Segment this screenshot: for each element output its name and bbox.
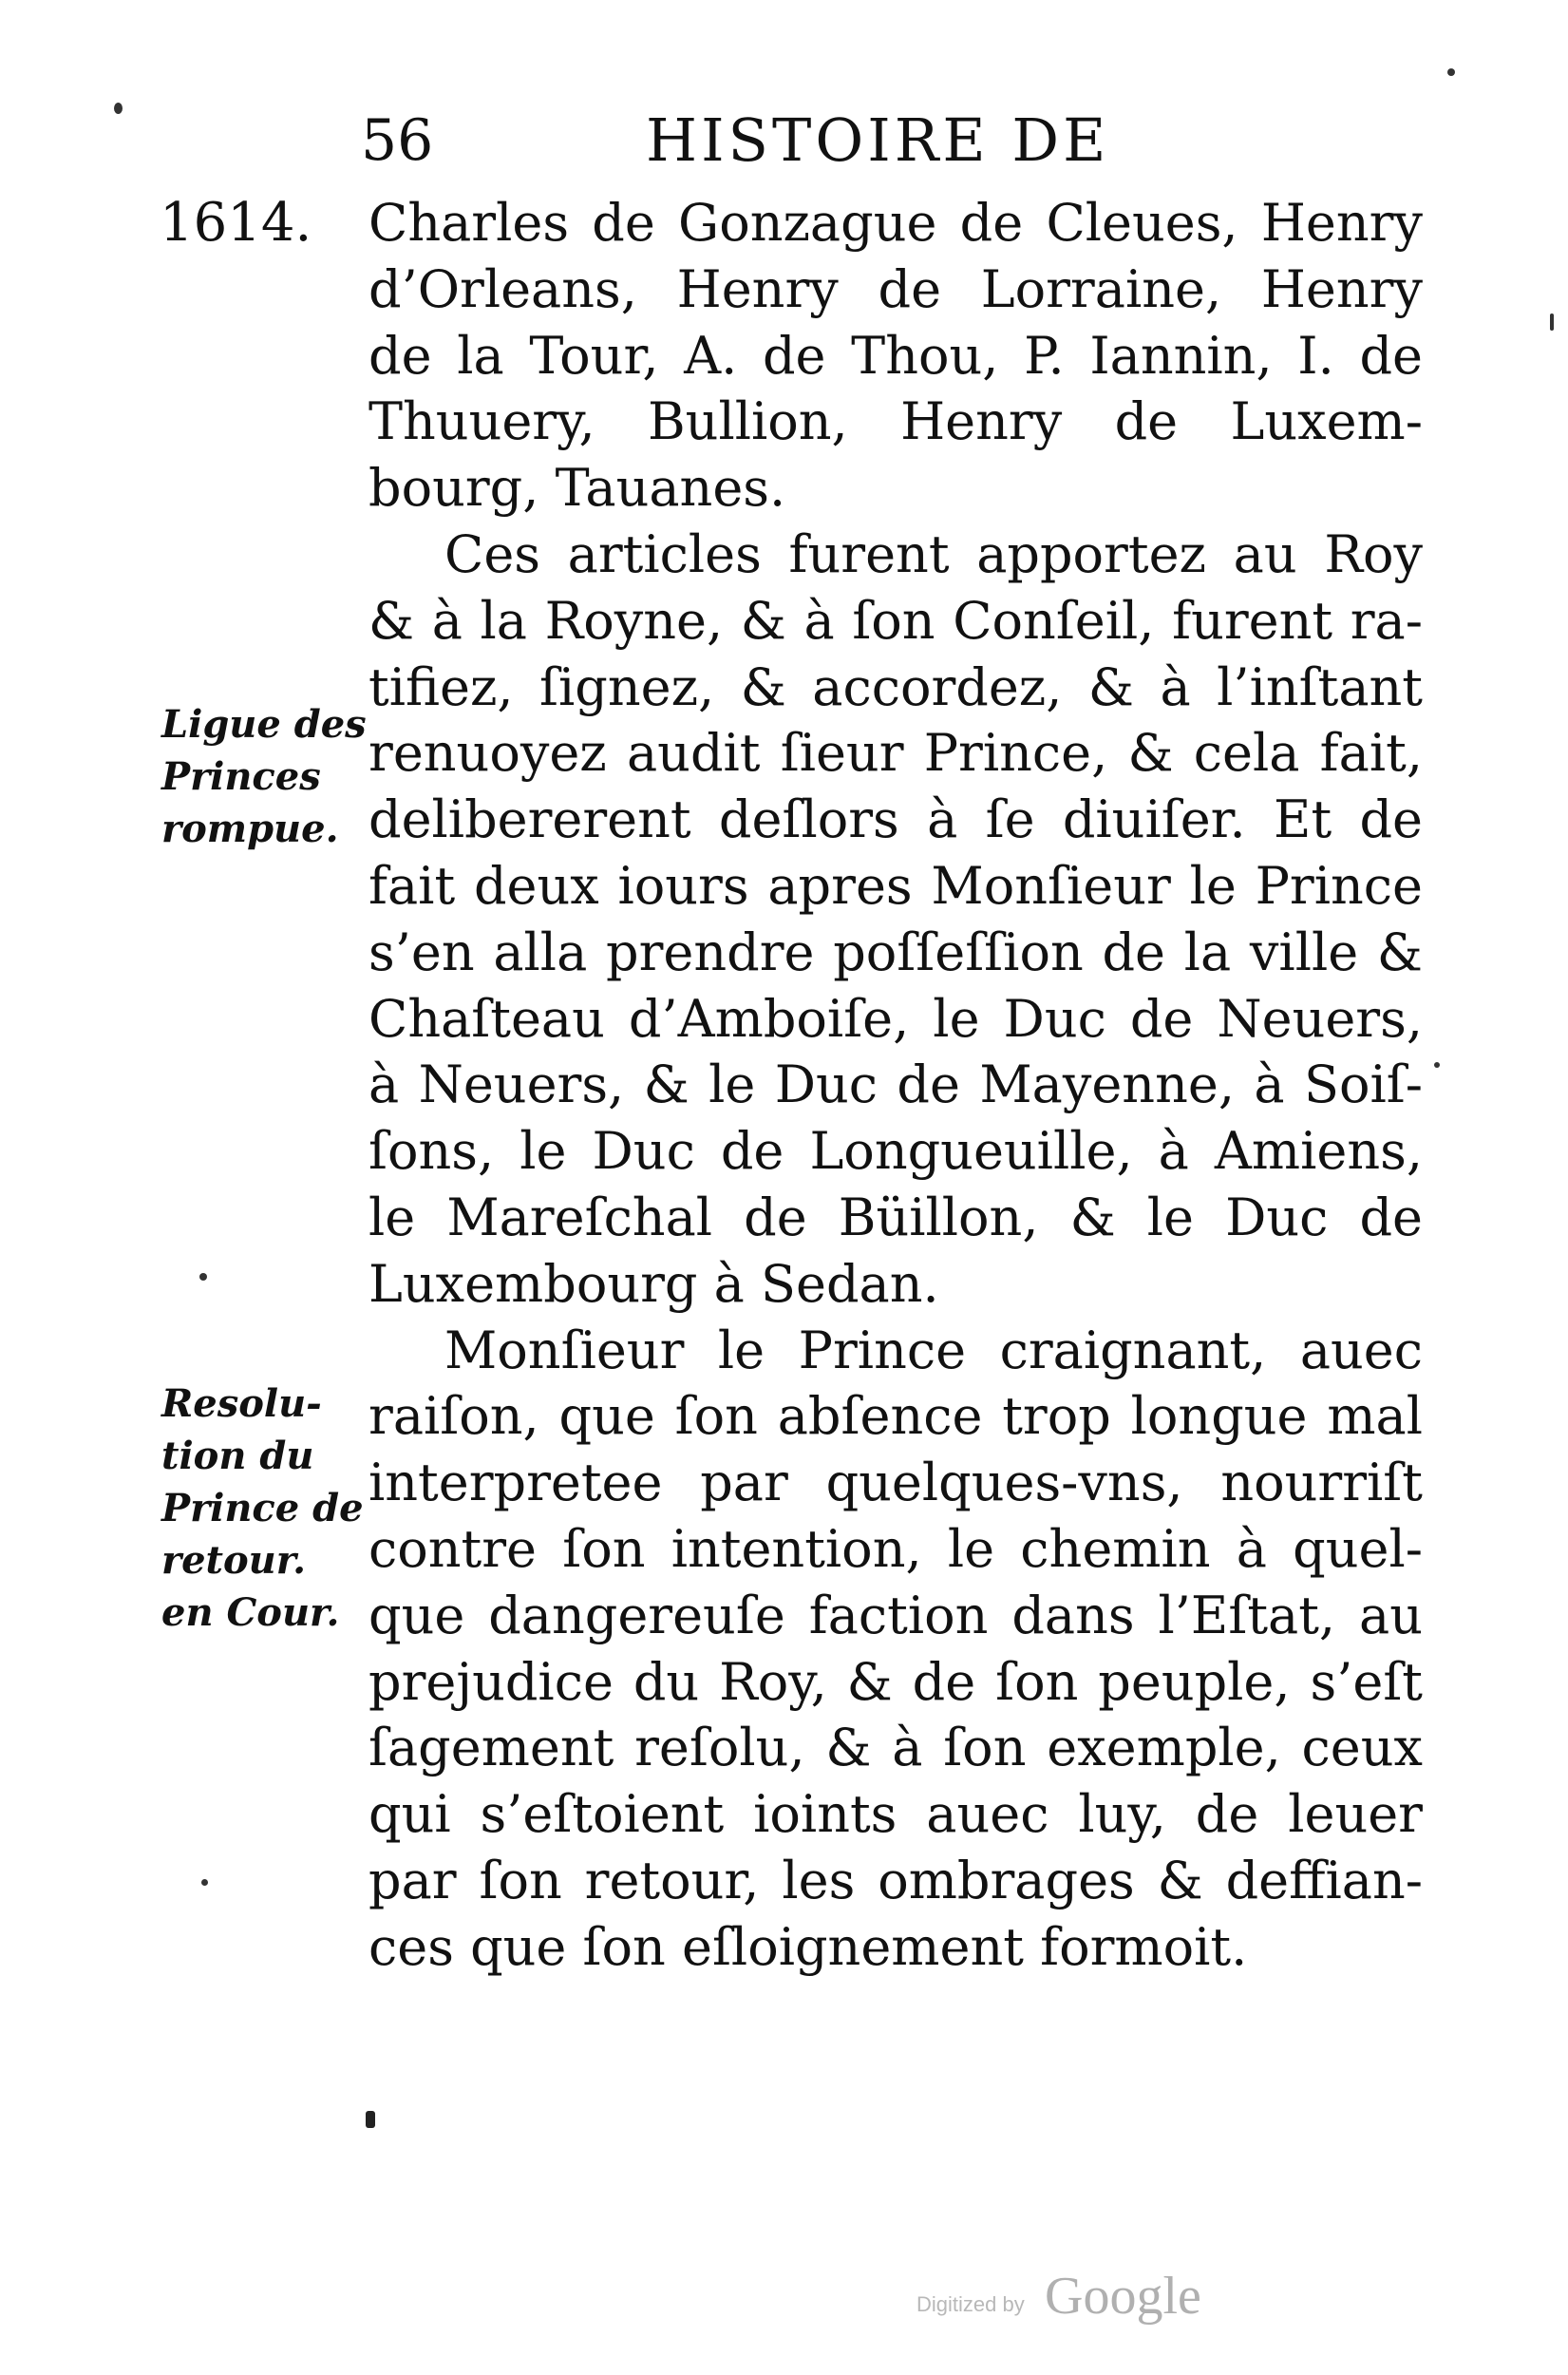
text-line: Thuuery, Bullion, Henry de Luxem-	[368, 391, 1423, 452]
digitized-by-text: Digitized by	[916, 2292, 1025, 2316]
margin-note-line: rompue.	[161, 807, 339, 851]
text-line: que dangereuſe faction dans l’Eſtat, au	[368, 1585, 1423, 1645]
text-line: d’Orleans, Henry de Lorraine, Henry	[368, 258, 1423, 319]
text-line: Ces articles furent apportez au Roy	[444, 523, 1423, 584]
ink-speck	[1447, 68, 1455, 76]
text-line: à Neuers, & le Duc de Mayenne, à Soiſ-	[368, 1054, 1423, 1115]
text-line: contre ſon intention, le chemin à quel-	[368, 1518, 1423, 1579]
text-line: delibererent deſlors à ſe diuiſer. Et de	[368, 789, 1423, 850]
page-header	[361, 103, 1273, 179]
text-line: s’en alla prendre poſſeſſion de la ville &	[368, 922, 1423, 982]
text-line: fait deux iours apres Monſieur le Prince	[368, 855, 1423, 916]
text-line: prejudice du Roy, & de ſon peuple, s’eſt	[368, 1651, 1423, 1712]
text-line: Luxembourg à Sedan.	[368, 1253, 939, 1314]
text-line: Chaſteau d’Amboiſe, le Duc de Neuers,	[368, 988, 1423, 1049]
margin-note-line: tion du	[161, 1434, 314, 1478]
text-line: raiſon, que ſon abſence trop longue mal	[368, 1386, 1423, 1447]
running-title: HISTOIRE DE	[646, 105, 1110, 175]
text-line: Charles de Gonzague de Cleues, Henry	[368, 193, 1423, 253]
margin-note-ligue	[161, 698, 370, 855]
digitized-watermark	[916, 2266, 1239, 2332]
margin-year: 1614.	[160, 192, 312, 254]
margin-note-line: retour.	[161, 1538, 307, 1583]
google-logo: Google	[1045, 2267, 1201, 2326]
ink-speck	[199, 1273, 207, 1281]
text-line: ces que ſon eſloignement formoit.	[368, 1916, 1248, 1977]
text-line: & à la Royne, & à ſon Conſeil, furent ra-	[368, 590, 1423, 651]
text-line: Monſieur le Prince craignant, auec	[444, 1320, 1423, 1380]
margin-note-line: Princes	[161, 754, 321, 799]
printer-mark	[366, 2111, 375, 2128]
text-line: par ſon retour, les ombrages & deffian-	[368, 1850, 1423, 1910]
margin-note-line: Ligue des	[161, 702, 367, 747]
text-line: de la Tour, A. de Thou, P. Iannin, I. de	[368, 325, 1423, 386]
ink-speck	[114, 103, 123, 114]
text-line: qui s’eſtoient ioints auec luy, de leuer	[368, 1784, 1423, 1845]
text-line: interpretee par quelques-vns, nourriſt	[368, 1453, 1423, 1513]
text-line: bourg, Tauanes.	[368, 458, 786, 519]
body-text	[368, 190, 1423, 1981]
ink-speck	[1550, 314, 1554, 331]
ink-speck	[1434, 1062, 1440, 1068]
margin-note-resolution	[161, 1378, 370, 1639]
margin-note-line: Resolu-	[161, 1381, 322, 1426]
text-line: ſons, le Duc de Longueuille, à Amiens,	[368, 1121, 1423, 1182]
text-line: renuoyez audit ſieur Prince, & cela fait,	[368, 723, 1423, 784]
text-line: ſagement reſolu, & à ſon exemple, ceux	[368, 1718, 1423, 1778]
page-number: 56	[361, 107, 434, 174]
margin-note-line: Prince de	[161, 1486, 364, 1530]
text-line: le Mareſchal de Büillon, & le Duc de	[368, 1187, 1423, 1247]
margin-note-line: en Cour.	[161, 1590, 340, 1635]
text-line: tifiez, ſignez, & accordez, & à l’inſtant	[368, 656, 1423, 717]
ink-speck	[201, 1879, 208, 1886]
